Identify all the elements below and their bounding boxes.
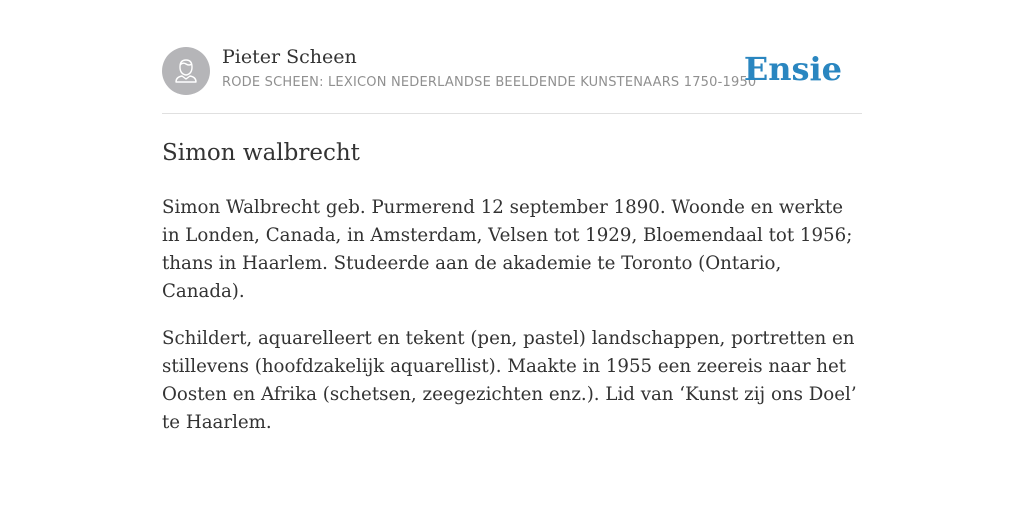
avatar[interactable]: [162, 47, 210, 95]
entry-content: [162, 138, 862, 456]
source-title: RODE SCHEEN: LEXICON NEDERLANDSE BEELDENDE KUNSTENAARS 1750-1950: [222, 75, 757, 90]
ensie-logo[interactable]: Ensie: [743, 50, 842, 88]
author-header: [162, 46, 862, 114]
author-name[interactable]: Pieter Scheen: [222, 46, 357, 68]
user-silhouette-icon: [162, 47, 210, 95]
entry-title: Simon walbrecht: [162, 140, 360, 166]
entry-paragraph: Schildert, aquarelleert en tekent (pen, pastel) landschappen, portretten en stillevens (hoofdzakelijk aquarellist). Maakte in 1955 een zeereis naar het Oosten en Afrika (schetsen, zeegezichten enz.). Lid van ‘Kunst zij ons Doel’ te Haarlem.: [162, 328, 857, 433]
entry-paragraph: Simon Walbrecht geb. Purmerend 12 september 1890. Woonde en werkte in Londen, Canada, in Amsterdam, Velsen tot 1929, Bloemendaal tot 1956; thans in Haarlem. Studeerde aan de akademie te Toronto (Ontario, Canada).: [162, 197, 853, 302]
